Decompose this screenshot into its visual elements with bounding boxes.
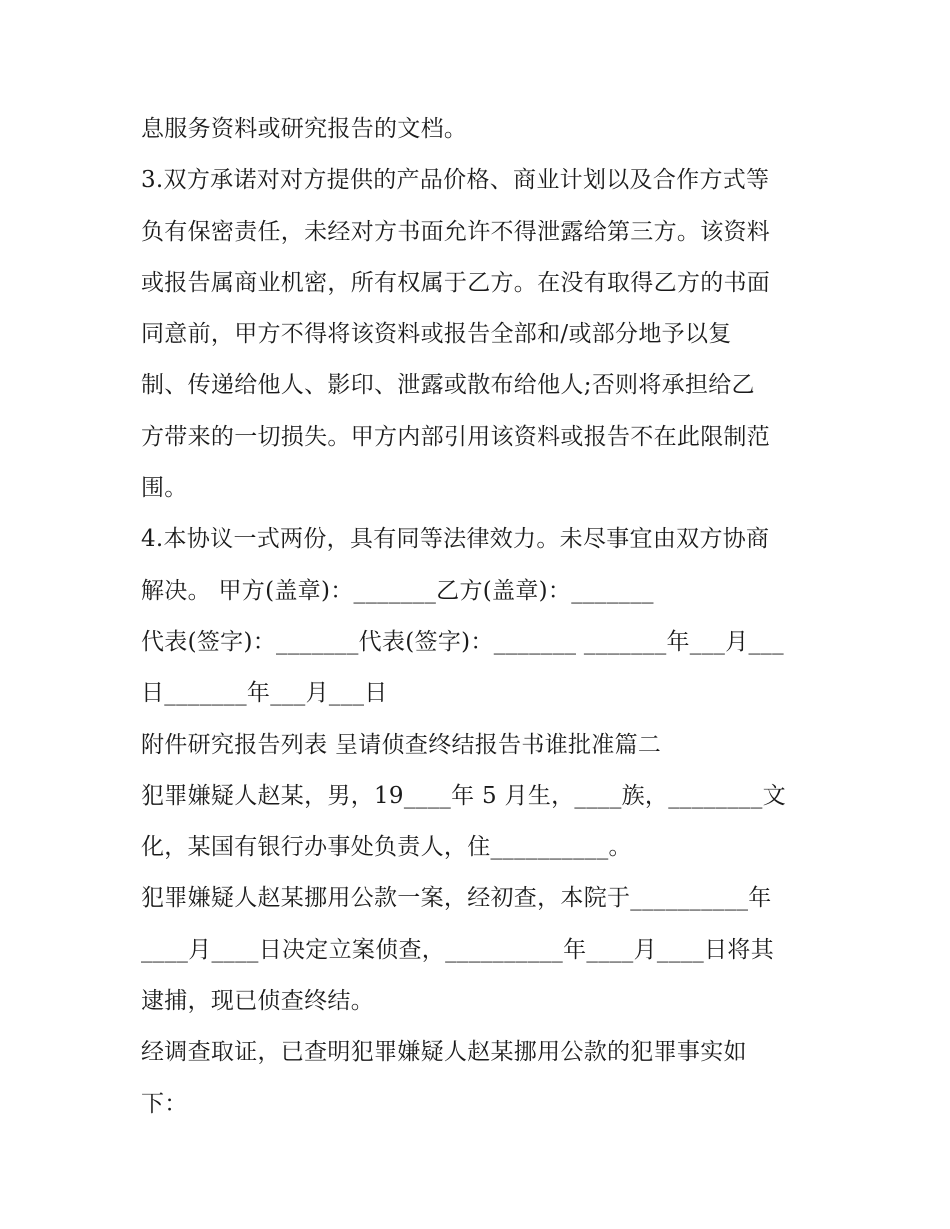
- text-line: 代表(签字)：_______代表(签字)：_______ _______年___月___: [141, 628, 784, 655]
- text-line: ____月____日决定立案侦查，__________年____月____日将其: [141, 936, 774, 963]
- text-line: 解决。 甲方(盖章)：_______乙方(盖章)：_______: [141, 577, 654, 604]
- section-heading: 附件研究报告列表 呈请侦查终结报告书谁批准篇二: [141, 731, 662, 758]
- text-line: 方带来的一切损失。甲方内部引用该资料或报告不在此限制范: [141, 423, 771, 450]
- text-line: 围。: [141, 475, 188, 502]
- text-line: 息服务资料或研究报告的文档。: [141, 116, 468, 142]
- text-line: 负有保密责任，未经对方书面允许不得泄露给第三方。该资料: [141, 218, 771, 245]
- text-line: 下：: [141, 1090, 188, 1117]
- text-line: 制、传递给他人、影印、泄露或散布给他人;否则将承担给乙: [141, 372, 755, 399]
- text-line: 犯罪嫌疑人赵某挪用公款一案，经初查，本院于__________年: [141, 885, 772, 912]
- text-line: 3.双方承诺对对方提供的产品价格、商业计划以及合作方式等: [141, 167, 770, 194]
- text-line: 化，某国有银行办事处负责人，住__________。: [141, 834, 632, 861]
- text-line: 日_______年___月___日: [141, 680, 388, 707]
- text-line: 犯罪嫌疑人赵某，男，19____年 5 月生，____族，________文: [141, 782, 786, 809]
- text-line: 逮捕，现已侦查终结。: [141, 988, 374, 1015]
- document-body: [141, 104, 821, 1130]
- text-line: 同意前，甲方不得将该资料或报告全部和/或部分地予以复: [141, 321, 732, 348]
- text-line: 或报告属商业机密，所有权属于乙方。在没有取得乙方的书面: [141, 269, 771, 296]
- text-line: 4.本协议一式两份，具有同等法律效力。未尽事宜由双方协商: [141, 526, 770, 553]
- text-line: 经调查取证，已查明犯罪嫌疑人赵某挪用公款的犯罪事实如: [141, 1039, 747, 1066]
